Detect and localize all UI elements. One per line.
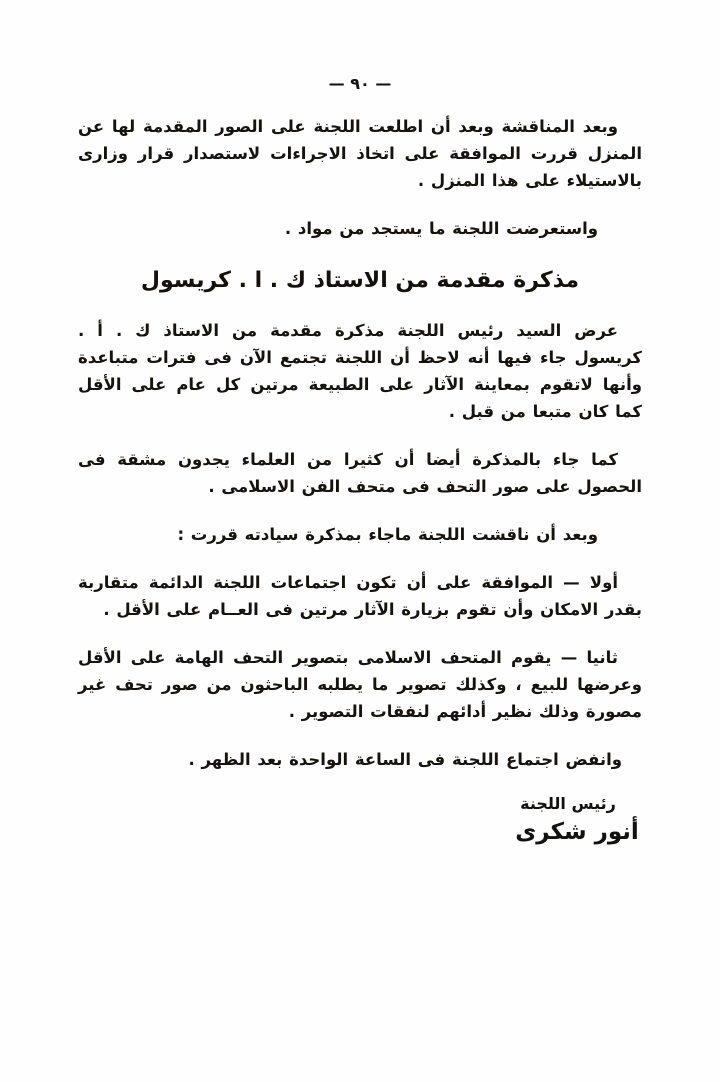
paragraph-memo-presented: عرض السيد رئيس اللجنة مذكرة مقدمة من الاستاذ ك . أ . كريسول جاء فيها أنه لاحظ أن اللجنة تجتمع الآن فى فترات متباعدة وأنها لاتقوم بمعاينة الآثار على الطبيعة مرتين كل عام على الأقل كما كان متبعا من قبل . <box>78 321 642 421</box>
paragraph-meeting-adjourned: وانفض اجتماع اللجنة فى الساعة الواحدة بعد الظهر . <box>188 750 622 769</box>
signature-name: أنور شكرى <box>515 819 639 845</box>
paragraph-committee-discussed: وبعد أن ناقشت اللجنة ماجاء بمذكرة سيادته قررت : <box>177 525 598 544</box>
section-heading: مذكرة مقدمة من الاستاذ ك . ا . كريسول <box>140 268 580 293</box>
paragraph-scholars-difficulty: كما جاء بالمذكرة أيضا أن كثيرا من العلماء يجدون مشقة فى الحصول على صور التحف فى متحف الفن الاسلامى . <box>78 450 642 496</box>
page-number: — ٩٠ — <box>328 74 392 93</box>
paragraph-decision-house: وبعد المناقشة وبعد أن اطلعت اللجنة على الصور المقدمة لها عن المنزل قررت الموافقة على اتخاذ الاجراءات لاستصدار قرار وزارى بالاستيلاء على هذا المنزل . <box>78 117 642 190</box>
paragraph-review-materials: واستعرضت اللجنة ما يستجد من مواد . <box>284 219 598 238</box>
signature-block <box>78 794 642 845</box>
signature-title: رئيس اللجنة <box>520 794 616 813</box>
paragraph-first-resolution: أولا — الموافقة على أن تكون اجتماعات اللجنة الدائمة متقاربة بقدر الامكان وأن تقوم بزيارة الآثار مرتين فى العــام على الأقل . <box>78 573 642 619</box>
paragraph-second-resolution: ثانيا — يقوم المتحف الاسلامى بتصوير التحف الهامة على الأقل وعرضها للبيع ، وكذلك تصوير ما يطلبه الباحثون من صور تحف غير مصورة وذلك نظير أدائهم لنفقات التصوير . <box>78 648 642 721</box>
